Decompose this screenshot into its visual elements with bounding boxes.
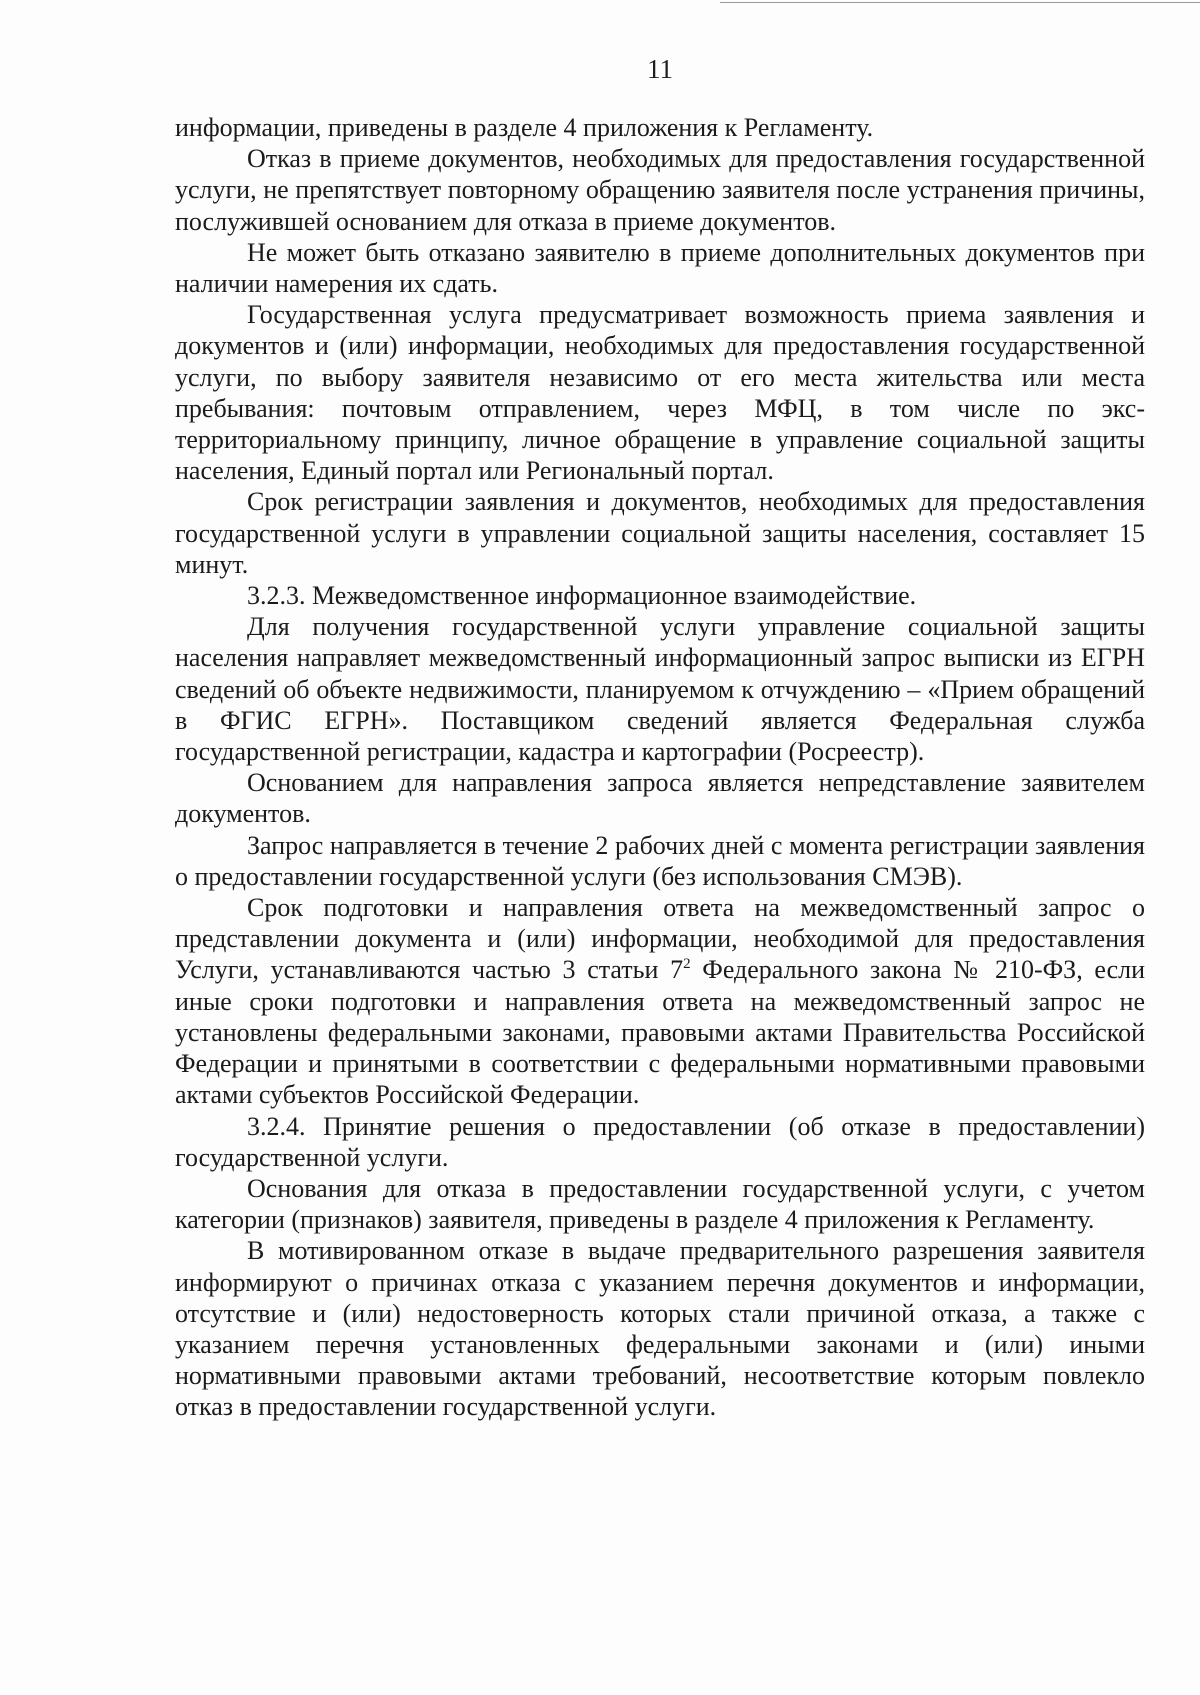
section-heading-3-2-3: 3.2.3. Межведомственное информационное взаимодействие. — [247, 581, 917, 611]
page-number: 11 — [647, 54, 673, 84]
paragraph: Государственная услуга предусматривает возможность приема заявления и документов и (или) информации, необходимых для предоставления государственной услуги, по выбору заявителя независимо от его места жительства или места пребывания: почтовым отправлением, через МФЦ, в том числе по экстерриториальному принципу, личное обращение в управление социальной защиты населения, Единый портал или Региональный портал. — [175, 300, 1145, 486]
paragraph: Основания для отказа в предоставлении государственной услуги, с учетом категории (признаков) заявителя, приведены в разделе 4 приложения к Регламенту. — [175, 1173, 1145, 1235]
paragraph: Для получения государственной услуги управление социальной защиты населения направляет межведомственный информационный запрос выписки из ЕГРН сведений об объекте недвижимости, планируемом к отчуждению – «Прием обращений в ФГИС ЕГРН». Поставщиком сведений является Федеральная служба государственной регистрации, кадастра и картографии (Росреестр). — [175, 612, 1145, 767]
paragraph: В мотивированном отказе в выдаче предварительного разрешения заявителя информируют о причинах отказа с указанием перечня документов и информации, отсутствие и (или) недостоверность которых стали причиной отказа, а также с указанием перечня установленных федеральными законами и (или) иными нормативными правовыми актами требований, несоответствие которым повлекло отказ в предоставлении государственной услуги. — [175, 1236, 1145, 1422]
paragraph: Запрос направляется в течение 2 рабочих дней с момента регистрации заявления о предоставлении государственной услуги (без использования СМЭВ). — [175, 830, 1145, 891]
paragraph: Основанием для направления запроса является непредставление заявителем документов. — [175, 768, 1145, 829]
paragraph-text: Федерального закона № 210-ФЗ, если иные сроки подготовки и направления ответа на межведомственный запрос не установлены федеральными законами, правовыми актами Правительства Российской Федерации и принятыми в соответствии с федеральными нормативными правовыми актами субъектов Российской Федерации. — [175, 955, 1145, 1110]
section-heading-3-2-4: 3.2.4. Принятие решения о предоставлении (об отказе в предоставлении) государственной услуги. — [175, 1111, 1145, 1172]
paragraph: Не может быть отказано заявителю в приеме дополнительных документов при наличии намерения их сдать. — [175, 237, 1145, 299]
document-body — [175, 112, 1145, 1423]
paragraph: Срок регистрации заявления и документов, необходимых для предоставления государственной услуги в управлении социальной защиты населения, составляет 15 минут. — [175, 487, 1145, 579]
paragraph: информации, приведены в разделе 4 приложения к Регламенту. — [175, 113, 874, 142]
paragraph: Отказ в приеме документов, необходимых для предоставления государственной услуги, не препятствует повторному обращению заявителя после устранения причины, послужившей основанием для отказа в приеме документов. — [175, 144, 1145, 236]
paragraph — [175, 892, 1145, 1110]
scan-edge-line — [720, 2, 1200, 3]
paragraph-text: Срок подготовки и направления ответа на межведомственный запрос о представлении документа и (или) информации, необходимой для предоставления Услуги, устанавливаются частью 3 статьи 7 — [175, 893, 1145, 985]
superscript: 2 — [683, 956, 691, 973]
